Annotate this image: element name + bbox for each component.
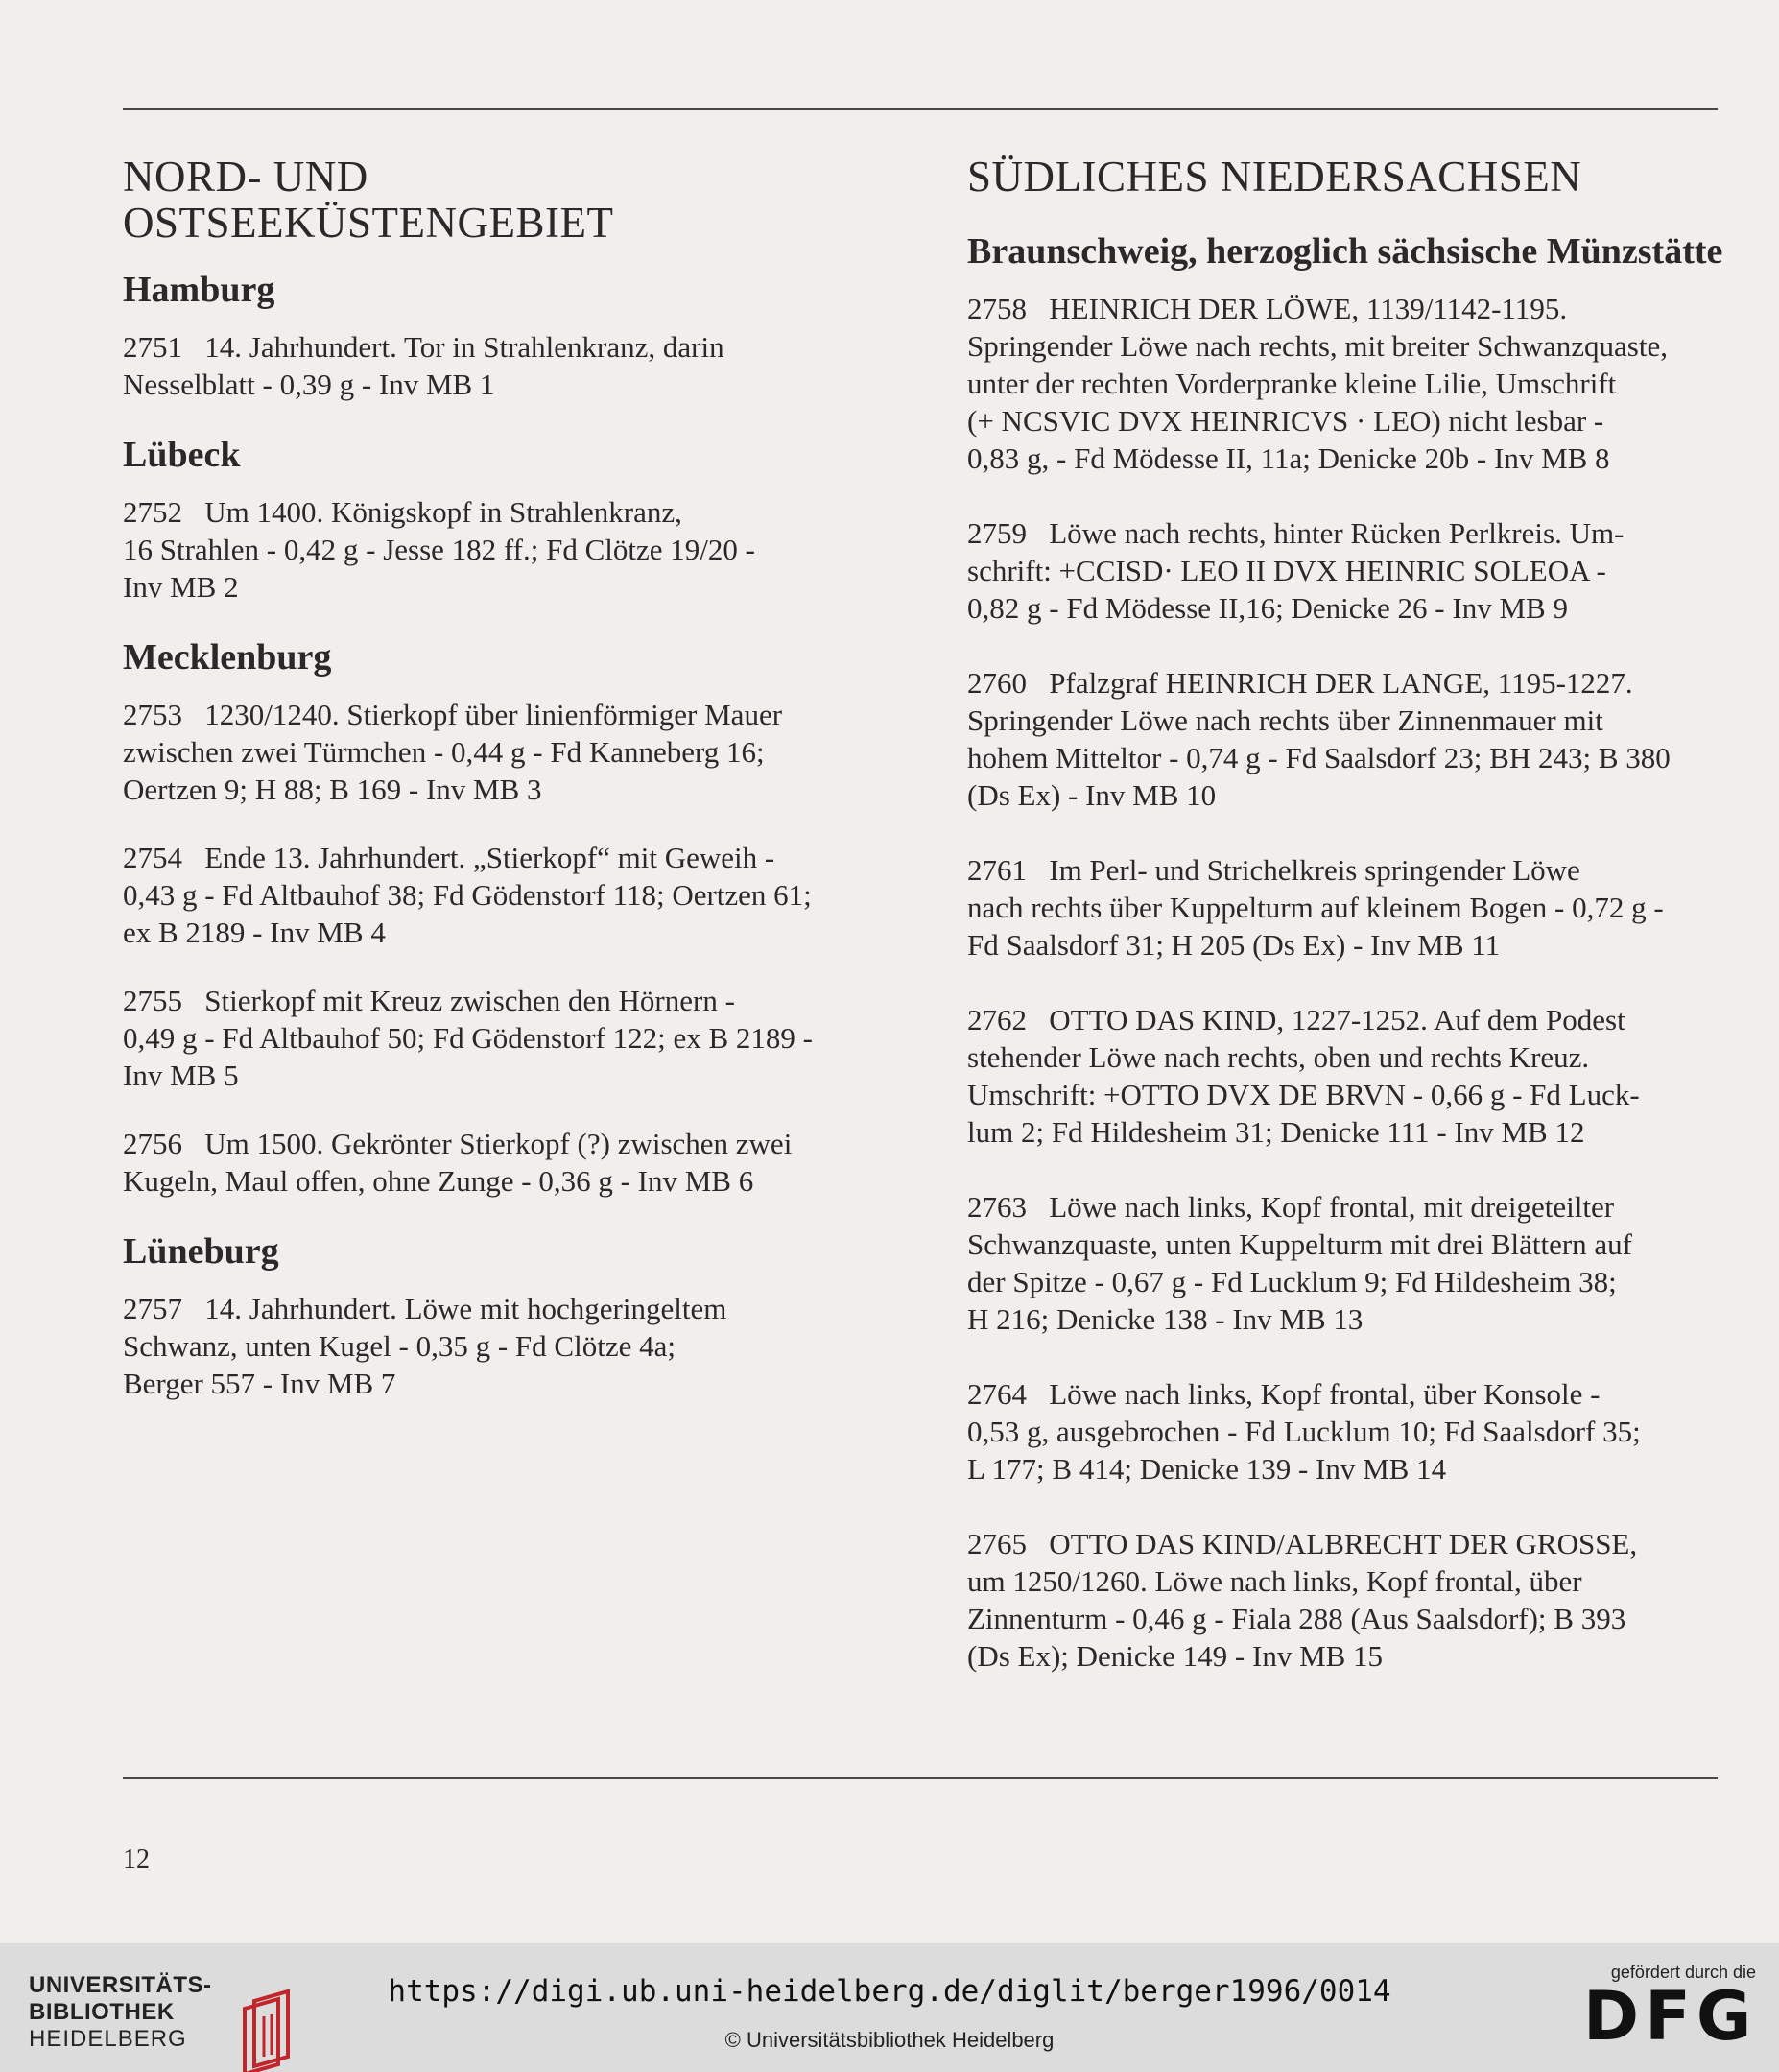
catalog-entry xyxy=(967,290,1725,477)
entry-line: 2751 14. Jahrhundert. Tor in Strahlenkranz, darin xyxy=(123,330,724,364)
top-rule xyxy=(123,108,1718,110)
entry-line: Oertzen 9; H 88; B 169 - Inv MB 3 xyxy=(123,773,542,806)
entry-line: 2755 Stierkopf mit Kreuz zwischen den Hörnern - xyxy=(123,984,735,1017)
entry-line: um 1250/1260. Löwe nach links, Kopf frontal, über xyxy=(967,1564,1582,1598)
dfg-wordmark: DFG xyxy=(1583,1977,1758,2056)
entry-line: 2758 HEINRICH DER LÖWE, 1139/1142-1195. xyxy=(967,292,1568,325)
entry-line: 16 Strahlen - 0,42 g - Jesse 182 ff.; Fd Clötze 19/20 - xyxy=(123,533,755,566)
catalog-entry xyxy=(123,493,881,606)
entry-line: 2760 Pfalzgraf HEINRICH DER LANGE, 1195-1227. xyxy=(967,666,1633,700)
entry-line: Zinnenturm - 0,46 g - Fiala 288 (Aus Saalsdorf); B 393 xyxy=(967,1602,1626,1635)
entry-line: 2754 Ende 13. Jahrhundert. „Stierkopf“ mit Geweih - xyxy=(123,841,775,874)
entry-line: Springender Löwe nach rechts über Zinnenmauer mit xyxy=(967,703,1603,737)
entry-line: 0,53 g, ausgebrochen - Fd Lucklum 10; Fd Saalsdorf 35; xyxy=(967,1415,1641,1448)
catalog-entry xyxy=(967,851,1725,964)
entry-line: Umschrift: +OTTO DVX DE BRVN - 0,66 g - Fd Luck- xyxy=(967,1078,1640,1111)
catalog-entry xyxy=(123,839,881,951)
page-number: 12 xyxy=(123,1845,150,1874)
entry-line: 2753 1230/1240. Stierkopf über linienförmiger Mauer xyxy=(123,698,783,731)
entry-line: H 216; Denicke 138 - Inv MB 13 xyxy=(967,1302,1364,1336)
dfg-logo[interactable] xyxy=(1583,1963,1758,2056)
entry-line: 2759 Löwe nach rechts, hinter Rücken Perlkreis. Um- xyxy=(967,516,1625,550)
left-column xyxy=(123,154,881,1433)
catalog-entry xyxy=(123,1290,881,1402)
section-heading: Lüneburg xyxy=(123,1231,279,1272)
right-subheading: Braunschweig, herzoglich sächsische Münzstätte xyxy=(967,231,1723,272)
entry-line: nach rechts über Kuppelturm auf kleinem Bogen - 0,72 g - xyxy=(967,891,1664,924)
catalog-entry xyxy=(967,1001,1725,1151)
entry-line: schrift: +CCISD· LEO II DVX HEINRIC SOLEOA - xyxy=(967,554,1606,587)
left-title-line-2: OSTSEEKÜSTENGEBIET xyxy=(123,199,614,247)
entry-line: (Ds Ex); Denicke 149 - Inv MB 15 xyxy=(967,1639,1384,1673)
entry-line: 0,49 g - Fd Altbauhof 50; Fd Gödenstorf 122; ex B 2189 - xyxy=(123,1021,813,1055)
entry-line: Nesselblatt - 0,39 g - Inv MB 1 xyxy=(123,368,495,401)
copyright-text: © Universitätsbibliothek Heidelberg xyxy=(724,2028,1055,2052)
entry-line: Schwanz, unten Kugel - 0,35 g - Fd Clötze 4a; xyxy=(123,1329,676,1363)
entry-line: 2762 OTTO DAS KIND, 1227-1252. Auf dem Podest xyxy=(967,1003,1625,1036)
entry-line: 2764 Löwe nach links, Kopf frontal, über Konsole - xyxy=(967,1377,1601,1411)
left-sections xyxy=(123,269,881,1402)
ub-logo-line-1: UNIVERSITÄTS- xyxy=(29,1972,212,1998)
ub-logo-line-3: HEIDELBERG xyxy=(29,2026,187,2052)
entry-line: Inv MB 2 xyxy=(123,570,239,604)
entry-line: Berger 557 - Inv MB 7 xyxy=(123,1367,396,1400)
entry-line: Schwanzquaste, unten Kuppelturm mit drei Blättern auf xyxy=(967,1227,1633,1261)
entry-line: lum 2; Fd Hildesheim 31; Denicke 111 - Inv MB 12 xyxy=(967,1115,1585,1149)
left-title xyxy=(123,154,881,246)
catalog-entry xyxy=(967,1375,1725,1488)
section-heading: Mecklenburg xyxy=(123,637,332,678)
dfg-caption: gefördert durch die xyxy=(1610,1963,1756,1982)
section-heading: Hamburg xyxy=(123,270,275,310)
left-title-line-1: NORD- UND xyxy=(123,153,368,201)
ub-logo-line-2: BIBLIOTHEK xyxy=(29,1999,175,2025)
right-title: SÜDLICHES NIEDERSACHSEN xyxy=(967,153,1582,201)
entry-line: (+ NCSVIC DVX HEINRICVS · LEO) nicht lesbar - xyxy=(967,404,1604,438)
entry-line: (Ds Ex) - Inv MB 10 xyxy=(967,778,1217,812)
entry-line: 2761 Im Perl- und Strichelkreis springender Löwe xyxy=(967,853,1580,887)
entry-line: stehender Löwe nach rechts, oben und rechts Kreuz. xyxy=(967,1040,1590,1074)
right-column xyxy=(967,154,1725,1712)
entry-line: 2757 14. Jahrhundert. Löwe mit hochgeringeltem xyxy=(123,1292,727,1325)
entry-line: zwischen zwei Türmchen - 0,44 g - Fd Kanneberg 16; xyxy=(123,735,765,769)
entry-line: L 177; B 414; Denicke 139 - Inv MB 14 xyxy=(967,1452,1447,1486)
entry-line: 0,82 g - Fd Mödesse II,16; Denicke 26 - Inv MB 9 xyxy=(967,591,1568,625)
entry-line: 2756 Um 1500. Gekrönter Stierkopf (?) zwischen zwei xyxy=(123,1127,793,1160)
bottom-rule xyxy=(123,1777,1718,1779)
entry-line: 2752 Um 1400. Königskopf in Strahlenkranz, xyxy=(123,495,682,529)
catalog-entry xyxy=(123,328,881,403)
document-url-link[interactable]: https://digi.ub.uni-heidelberg.de/diglit/berger1996/0014 xyxy=(388,1974,1391,2009)
entry-line: Fd Saalsdorf 31; H 205 (Ds Ex) - Inv MB 11 xyxy=(967,928,1501,962)
entry-line: der Spitze - 0,67 g - Fd Lucklum 9; Fd Hildesheim 38; xyxy=(967,1265,1617,1298)
catalog-entry xyxy=(123,696,881,808)
entry-line: 0,43 g - Fd Altbauhof 38; Fd Gödenstorf 118; Oertzen 61; xyxy=(123,878,812,912)
catalog-entry xyxy=(123,982,881,1094)
catalog-entry xyxy=(967,1525,1725,1675)
entry-line: 0,83 g, - Fd Mödesse II, 11a; Denicke 20b - Inv MB 8 xyxy=(967,441,1610,475)
entry-line: Inv MB 5 xyxy=(123,1059,239,1092)
entry-line: ex B 2189 - Inv MB 4 xyxy=(123,916,386,949)
entry-line: unter der rechten Vorderpranke kleine Lilie, Umschrift xyxy=(967,367,1617,400)
entry-line: Springender Löwe nach rechts, mit breiter Schwanzquaste, xyxy=(967,329,1668,363)
entry-line: Kugeln, Maul offen, ohne Zunge - 0,36 g - Inv MB 6 xyxy=(123,1164,754,1198)
viewer-footer xyxy=(0,1943,1779,2072)
catalog-entry xyxy=(123,1125,881,1200)
catalog-entry xyxy=(967,1188,1725,1338)
catalog-entry xyxy=(967,514,1725,627)
entry-line: 2765 OTTO DAS KIND/ALBRECHT DER GROSSE, xyxy=(967,1527,1638,1560)
right-entries xyxy=(967,290,1725,1675)
catalog-entry xyxy=(967,664,1725,814)
section-heading: Lübeck xyxy=(123,435,241,475)
entry-line: hohem Mitteltor - 0,74 g - Fd Saalsdorf 23; BH 243; B 380 xyxy=(967,741,1671,774)
entry-line: 2763 Löwe nach links, Kopf frontal, mit dreigeteilter xyxy=(967,1190,1615,1224)
